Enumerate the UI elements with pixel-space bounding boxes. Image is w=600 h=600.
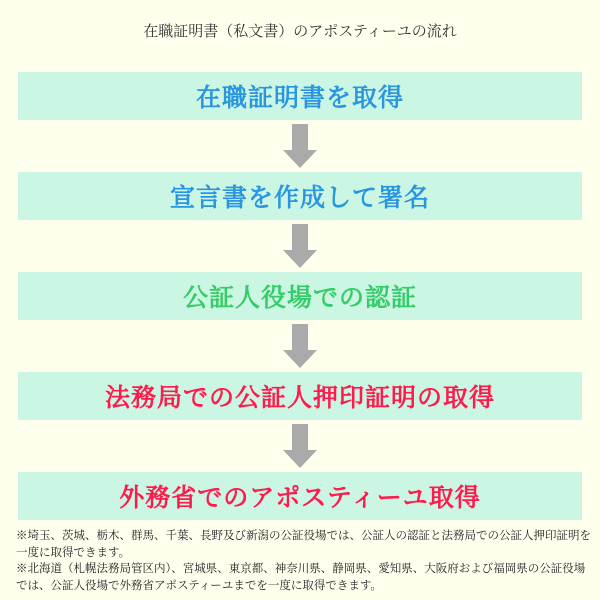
footnote-1: ※埼玉、茨城、栃木、群馬、千葉、長野及び新潟の公証役場では、公証人の認証と法務局での公証人押印証明を一度に取得できます。 xyxy=(16,530,591,559)
flow-step-1 xyxy=(18,72,582,120)
flow-step-3-label: 公証人役場での認証 xyxy=(182,284,417,312)
flow-step-4 xyxy=(18,372,582,420)
footnote-2: ※北海道（札幌法務局管区内）、宮城県、東京都、神奈川県、静岡県、愛知県、大阪府および福岡県の公証役場では、公証人役場で外務省アポスティーユまでを一度に取得できます。 xyxy=(16,563,586,593)
arrow-head xyxy=(283,250,317,268)
flow-step-2-label: 宣言書を作成して署名 xyxy=(169,184,430,212)
flow-arrow-4 xyxy=(18,420,582,472)
flow-chart xyxy=(18,72,582,520)
flow-arrow-3 xyxy=(18,320,582,372)
arrow-head xyxy=(283,350,317,368)
arrow-head xyxy=(283,150,317,168)
flow-step-5 xyxy=(18,472,582,520)
arrow-down-icon xyxy=(283,424,317,468)
arrow-shaft xyxy=(292,424,308,450)
arrow-shaft xyxy=(292,124,308,150)
flow-step-5-label: 外務省でのアポスティーユ取得 xyxy=(119,484,481,512)
arrow-down-icon xyxy=(283,124,317,168)
arrow-down-icon xyxy=(283,224,317,268)
flow-step-3 xyxy=(18,272,582,320)
arrow-down-icon xyxy=(283,324,317,368)
flow-arrow-1 xyxy=(18,120,582,172)
flow-arrow-2 xyxy=(18,220,582,272)
flow-step-1-label: 在職証明書を取得 xyxy=(195,84,404,112)
flow-step-4-label: 法務局での公証人押印証明の取得 xyxy=(104,384,495,412)
footnotes xyxy=(16,528,592,595)
arrow-head xyxy=(283,450,317,468)
arrow-shaft xyxy=(292,324,308,350)
arrow-shaft xyxy=(292,224,308,250)
page-title: 在職証明書（私文書）のアポスティーユの流れ xyxy=(143,23,457,40)
flow-step-2 xyxy=(18,172,582,220)
